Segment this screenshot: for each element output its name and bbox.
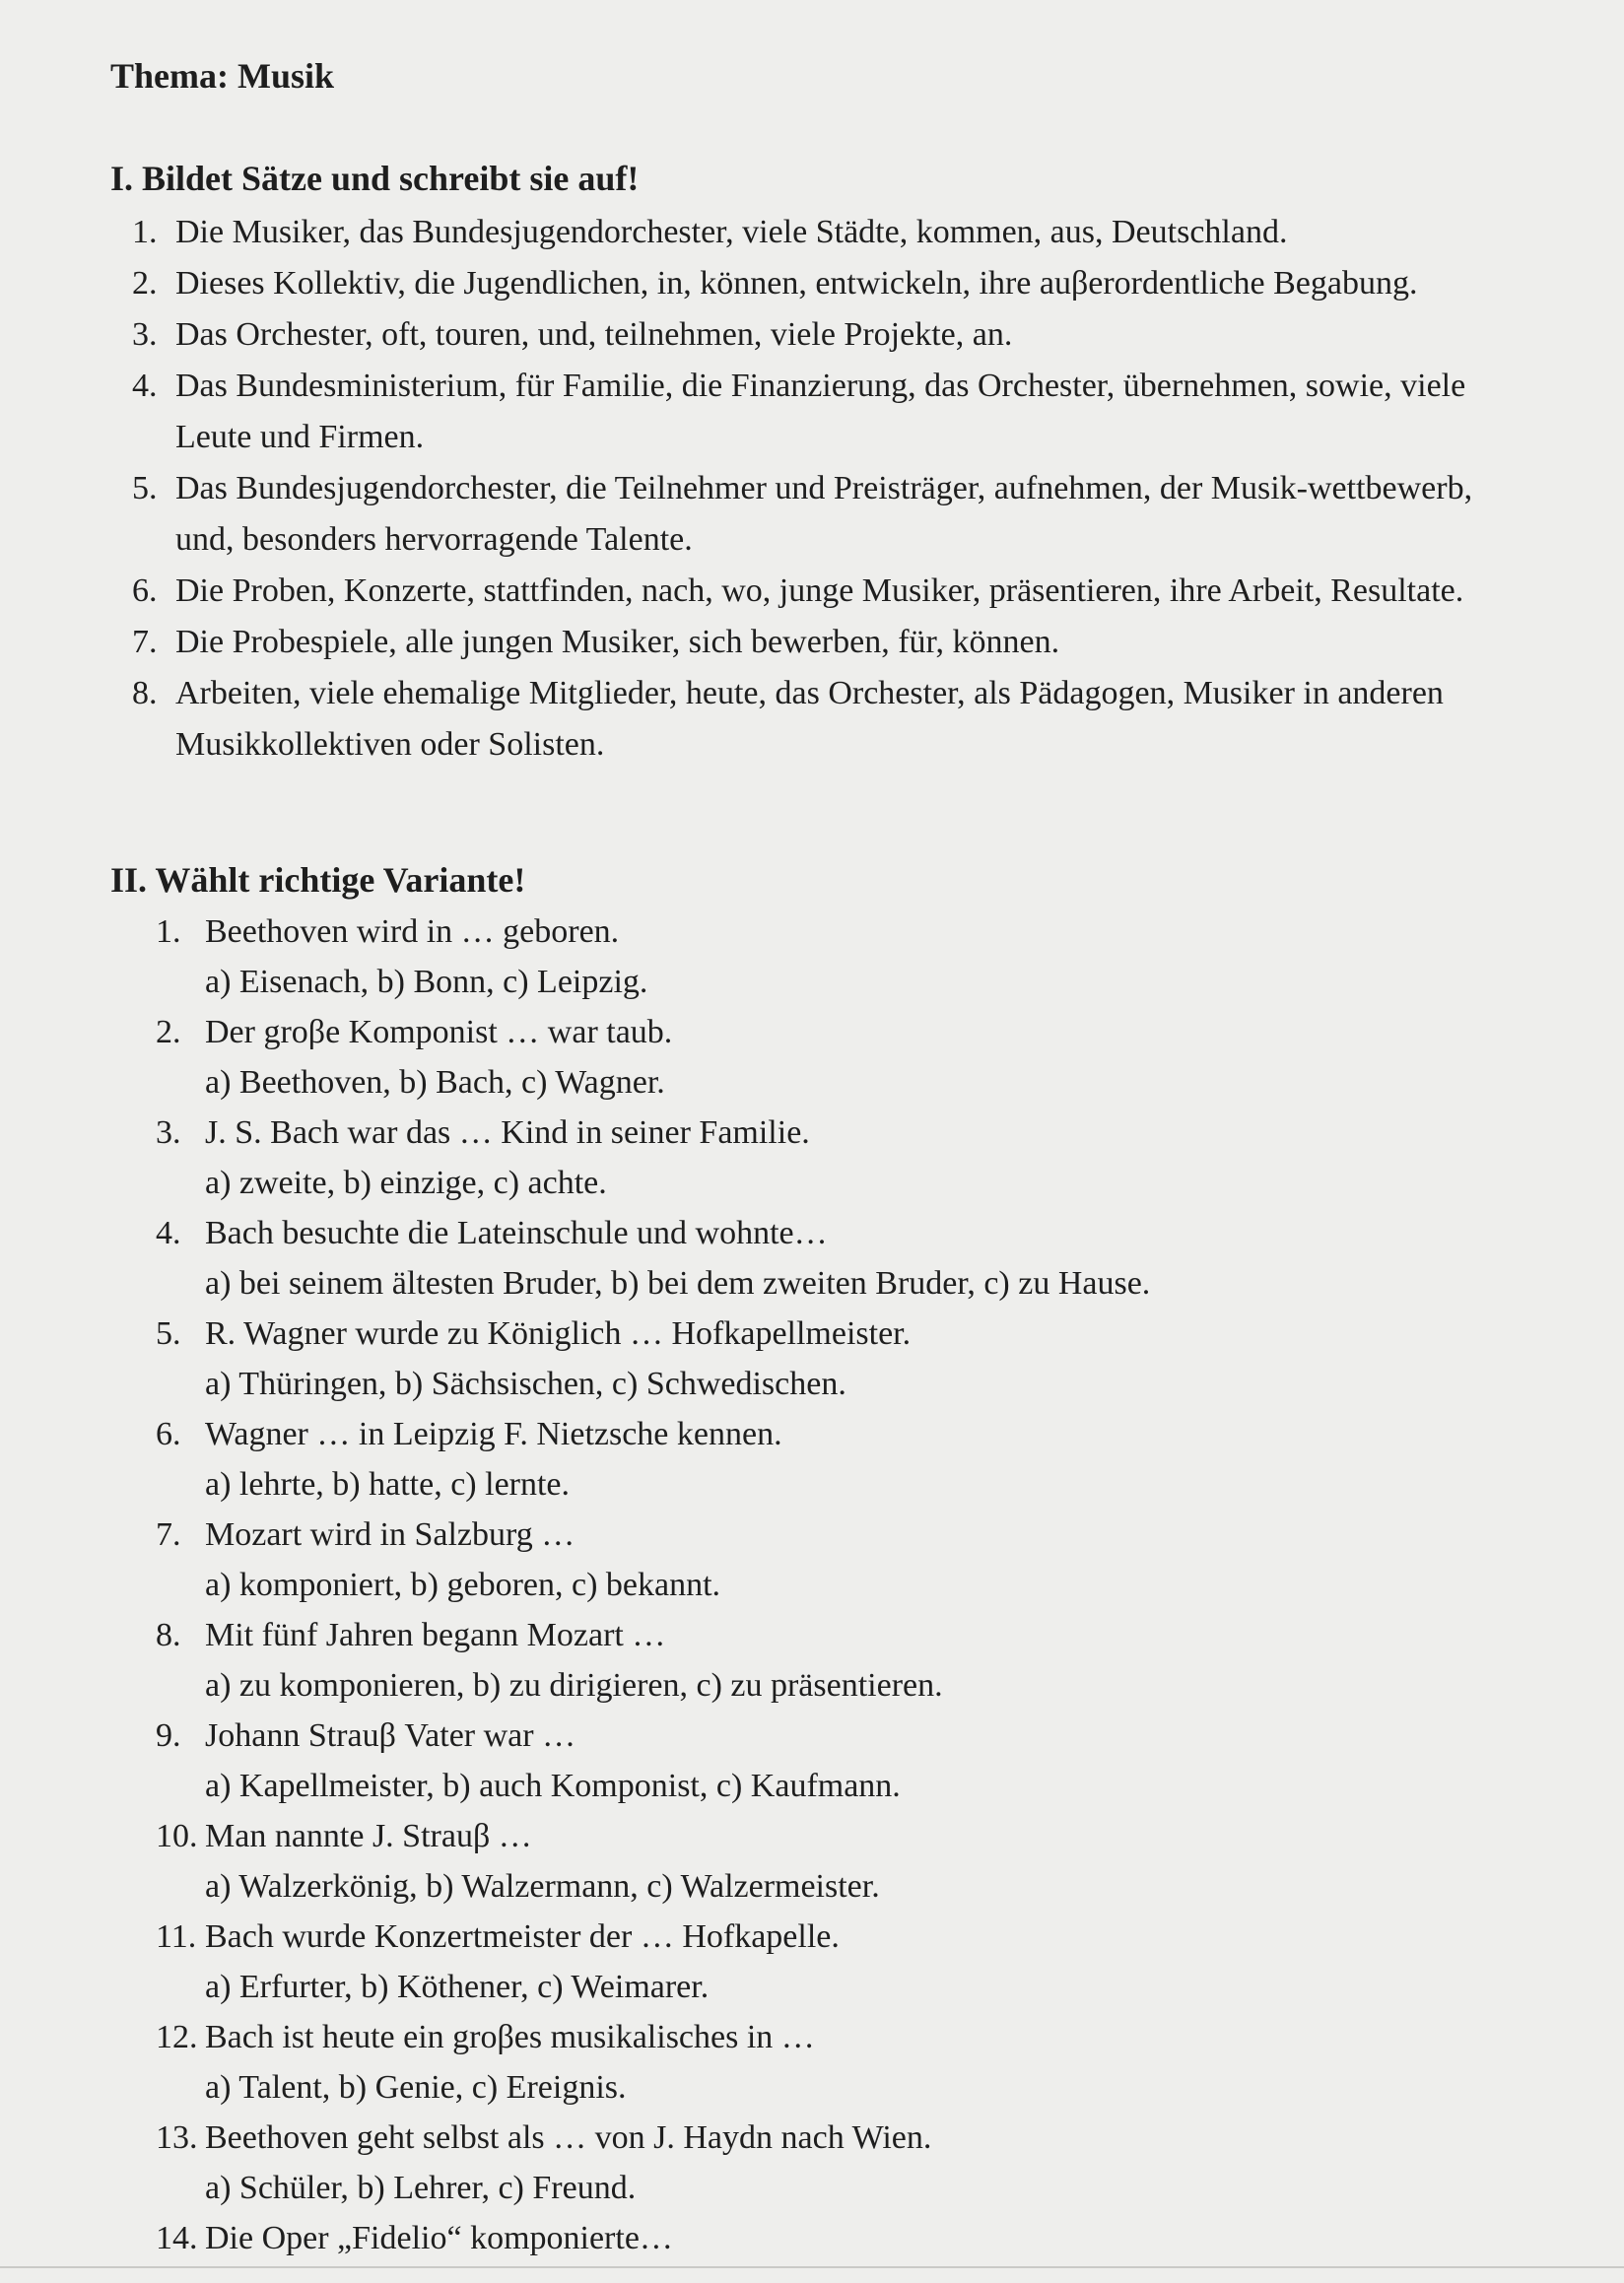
question-item [156,1108,1437,1208]
question-item [156,1409,1437,1510]
sentence-item [132,361,1512,463]
question-text: Wagner … in Leipzig F. Nietzsche kennen. [205,1416,782,1452]
question-item [156,1912,1437,2012]
section-1-heading: I. Bildet Sätze und schreibt sie auf! [110,159,640,198]
answer-options: a) Eisenach, b) Bonn, c) Leipzig. [205,964,648,1000]
question-number: 2. [156,1014,181,1050]
question-item [156,2012,1437,2113]
question-item [156,1208,1437,1309]
item-number: 2. [132,265,158,302]
question-number: 14. [156,2220,198,2256]
question-text: Man nannte J. Strauβ … [205,1818,532,1854]
answer-options: a) komponiert, b) geboren, c) bekannt. [205,1567,721,1603]
answer-options: a) lehrte, b) hatte, c) lernte. [205,1466,571,1503]
sentence-item [132,668,1512,771]
section-2-list [156,906,1437,2263]
question-text: R. Wagner wurde zu Königlich … Hofkapellmeister. [205,1315,912,1352]
question-number: 9. [156,1717,181,1754]
question-text: Beethoven geht selbst als … von J. Haydn nach Wien. [205,2119,932,2156]
question-number: 10. [156,1818,198,1854]
question-number: 3. [156,1114,181,1151]
item-text: Das Bundesministerium, für Familie, die Finanzierung, das Orchester, übernehmen, sowie, viele Leute und Firmen. [175,368,1466,455]
answer-options: a) Beethoven, b) Bach, c) Wagner. [205,1064,665,1101]
sentence-item [132,309,1512,361]
answer-options: a) Walzerkönig, b) Walzermann, c) Walzermeister. [205,1868,880,1905]
item-text: Die Proben, Konzerte, stattfinden, nach, wo, junge Musiker, präsentieren, ihre Arbeit, Resultate. [175,572,1464,609]
question-text: Mozart wird in Salzburg … [205,1516,575,1553]
question-item [156,1510,1437,1610]
question-text: Die Oper „Fidelio“ komponierte… [205,2220,673,2256]
section-2-heading: II. Wählt richtige Variante! [110,860,526,900]
sentence-item [132,207,1512,258]
question-number: 5. [156,1315,181,1352]
item-number: 1. [132,214,158,250]
item-number: 4. [132,368,158,404]
question-item [156,1711,1437,1811]
question-item [156,1309,1437,1409]
question-number: 4. [156,1215,181,1251]
question-item [156,906,1437,1007]
item-text: Die Musiker, das Bundesjugendorchester, viele Städte, kommen, aus, Deutschland. [175,214,1288,250]
sentence-item [132,258,1512,309]
question-number: 11. [156,1918,197,1955]
question-text: Beethoven wird in … geboren. [205,913,620,950]
answer-options: a) bei seinem ältesten Bruder, b) bei dem zweiten Bruder, c) zu Hause. [205,1265,1151,1302]
question-number: 6. [156,1416,181,1452]
item-number: 5. [132,470,158,506]
answer-options: a) Kapellmeister, b) auch Komponist, c) Kaufmann. [205,1768,901,1804]
question-item [156,1007,1437,1108]
item-text: Das Bundesjugendorchester, die Teilnehmer und Preisträger, aufnehmen, der Musik-wettbewerb, und, besonders hervorragende Talente. [175,470,1473,558]
question-text: Bach wurde Konzertmeister der … Hofkapelle. [205,1918,840,1955]
question-number: 13. [156,2119,198,2156]
item-text: Arbeiten, viele ehemalige Mitglieder, heute, das Orchester, als Pädagogen, Musiker in anderen Musikkollektiven oder Solisten. [175,675,1444,763]
sentence-item [132,566,1512,617]
page-title: Thema: Musik [110,56,335,96]
item-number: 7. [132,624,158,660]
question-number: 8. [156,1617,181,1653]
question-text: Johann Strauβ Vater war … [205,1717,576,1754]
answer-options: a) Erfurter, b) Köthener, c) Weimarer. [205,1969,710,2005]
question-item [156,1811,1437,1912]
item-number: 8. [132,675,158,711]
question-text: Bach besuchte die Lateinschule und wohnte… [205,1215,828,1251]
item-text: Das Orchester, oft, touren, und, teilnehmen, viele Projekte, an. [175,316,1013,353]
sentence-item [132,463,1512,566]
answer-options: a) Schüler, b) Lehrer, c) Freund. [205,2170,637,2206]
item-number: 6. [132,572,158,609]
item-text: Die Probespiele, alle jungen Musiker, sich bewerben, für, können. [175,624,1060,660]
question-number: 1. [156,913,181,950]
question-item [156,2113,1437,2213]
answer-options: a) zweite, b) einzige, c) achte. [205,1165,607,1201]
item-number: 3. [132,316,158,353]
section-1-list [132,207,1512,771]
question-item [156,1610,1437,1711]
question-text: Der groβe Komponist … war taub. [205,1014,673,1050]
scan-edge-line [0,2266,1624,2268]
question-text: J. S. Bach war das … Kind in seiner Familie. [205,1114,810,1151]
question-item [156,2213,1437,2263]
sentence-item [132,617,1512,668]
answer-options: a) Talent, b) Genie, c) Ereignis. [205,2069,627,2106]
answer-options: a) Thüringen, b) Sächsischen, c) Schwedischen. [205,1366,846,1402]
question-number: 12. [156,2019,198,2055]
question-text: Mit fünf Jahren begann Mozart … [205,1617,666,1653]
answer-options: a) zu komponieren, b) zu dirigieren, c) zu präsentieren. [205,1667,943,1704]
question-number: 7. [156,1516,181,1553]
question-text: Bach ist heute ein groβes musikalisches in … [205,2019,815,2055]
item-text: Dieses Kollektiv, die Jugendlichen, in, können, entwickeln, ihre auβerordentliche Begabung. [175,265,1418,302]
